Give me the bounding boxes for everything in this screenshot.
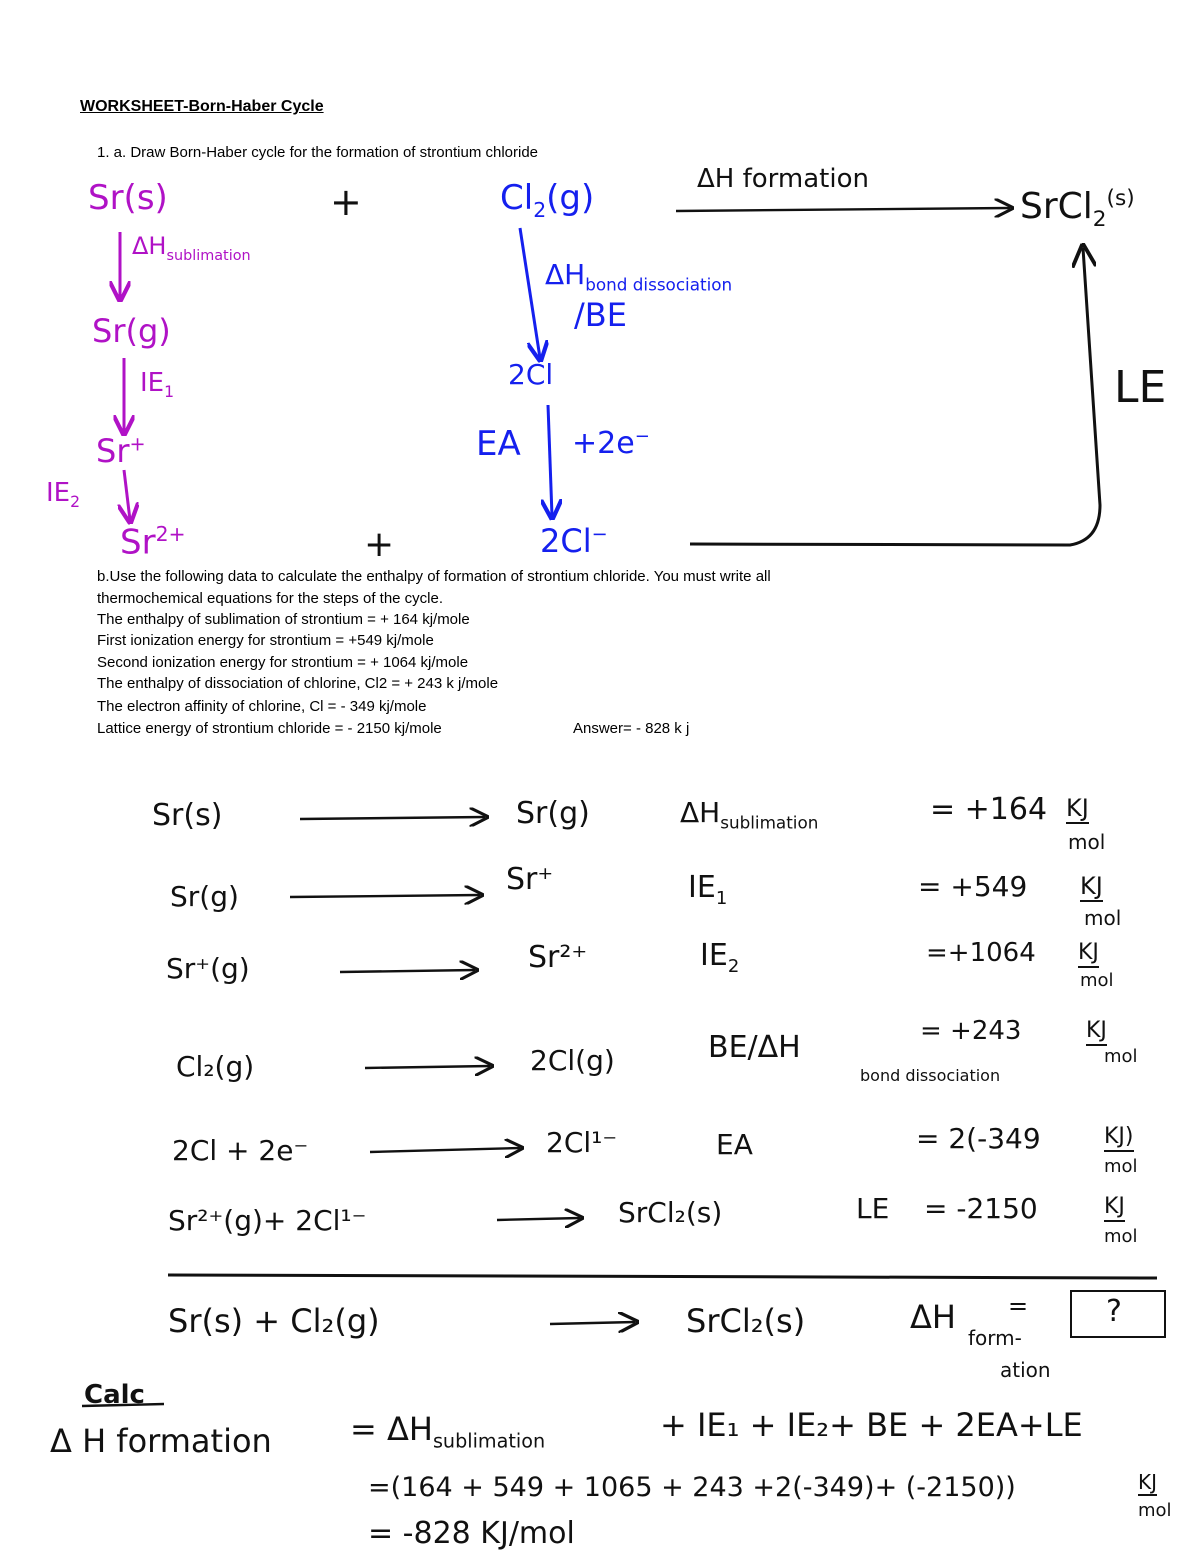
answer-text: Answer= - 828 k j xyxy=(573,720,690,737)
eq4-label-sub: bond dissociation xyxy=(860,1066,1001,1085)
net-rhs: SrCl₂(s) xyxy=(686,1302,806,1340)
eq6-unit: KJ xyxy=(1104,1194,1125,1222)
eq5-lhs: 2Cl + 2e⁻ xyxy=(172,1134,309,1167)
eq3-unit: KJ xyxy=(1078,940,1099,968)
cycle-dh-bond: $\Delta H_{bond dissociation}$ xyxy=(545,258,733,295)
eq4-unit: KJ xyxy=(1086,1018,1107,1046)
worksheet-title: WORKSHEET-Born-Haber Cycle xyxy=(80,98,324,115)
calc-line2-unit: KJ xyxy=(1138,1470,1158,1494)
eq4-value: = +243 xyxy=(920,1016,1022,1046)
eq4-lhs: Cl₂(g) xyxy=(176,1050,255,1083)
cycle-sr-2plus: $Sr^{2+}$ xyxy=(120,522,186,563)
eq5-unit-den: mol xyxy=(1104,1156,1138,1177)
arrow-formation xyxy=(676,208,1010,211)
cycle-2cl: 2Cl xyxy=(508,358,554,391)
eq5-unit: KJ) xyxy=(1104,1124,1134,1152)
question-1b-line-1: b.Use the following data to calculate the enthalpy of formation of strontium chloride. You must write all xyxy=(97,568,771,585)
eq6-rhs: SrCl₂(s) xyxy=(618,1196,723,1229)
cycle-plus-top: + xyxy=(330,180,362,224)
eq4-unit-den: mol xyxy=(1104,1046,1138,1067)
calc-line2: =(164 + 549 + 1065 + 243 +2(-349)+ (-2150)) xyxy=(368,1472,1016,1503)
data-dissociation: The enthalpy of dissociation of chlorine, Cl2 = + 243 k j/mole xyxy=(97,675,499,692)
cycle-dh-formation: ΔH formation xyxy=(697,164,869,194)
eq2-label: $IE_1$ xyxy=(688,870,728,909)
net-label-sub1: form- xyxy=(968,1326,1022,1350)
cycle-cl2-g: $Cl_2(g)$ xyxy=(500,178,595,222)
eq5-label: EA xyxy=(716,1128,753,1161)
arrow-ea xyxy=(548,405,552,516)
arrow-bond-dissociation xyxy=(520,228,540,358)
calc-line2-unit-den: mol xyxy=(1138,1500,1172,1521)
cycle-plus-bottom: + xyxy=(364,524,395,565)
eq-arrow-4 xyxy=(365,1066,490,1068)
eq1-unit-den: mol xyxy=(1068,830,1106,854)
eq6-unit-den: mol xyxy=(1104,1226,1138,1247)
eq1-value: = +164 xyxy=(930,792,1048,827)
data-lattice-energy: Lattice energy of strontium chloride = - 2150 kj/mole xyxy=(97,720,442,737)
cycle-sr-plus: Sr+ xyxy=(96,432,146,470)
question-1b-line-2: thermochemical equations for the steps of the cycle. xyxy=(97,590,444,607)
eq1-lhs: Sr(s) xyxy=(152,798,223,833)
eq-arrow-5 xyxy=(370,1148,520,1152)
cycle-dh-sublimation: $\Delta H_{sublimation}$ xyxy=(132,232,251,264)
eq-arrow-3 xyxy=(340,970,475,972)
net-label: ΔH xyxy=(910,1298,956,1336)
eq6-label: LE xyxy=(856,1192,890,1225)
arrow-ie2 xyxy=(124,470,130,520)
cycle-srcl2: SrCl$_2^{(s)}$ xyxy=(1020,186,1135,233)
question-1a: 1. a. Draw Born-Haber cycle for the formation of strontium chloride xyxy=(97,144,539,161)
cycle-be: /BE xyxy=(574,296,627,334)
data-sublimation: The enthalpy of sublimation of strontium = + 164 kj/mole xyxy=(97,611,470,628)
cycle-sr-g: Sr(g) xyxy=(92,312,171,350)
arrow-lattice-energy xyxy=(690,248,1100,545)
eq3-lhs: Sr⁺(g) xyxy=(166,952,250,985)
eq4-label: BE/ΔH xyxy=(708,1030,801,1065)
answer-box-mark: ? xyxy=(1106,1294,1122,1329)
calc-line1-rhs-a: = $\Delta H_{sublimation}$ xyxy=(350,1410,546,1453)
eq-arrow-net xyxy=(550,1322,635,1324)
net-lhs: Sr(s) + Cl₂(g) xyxy=(168,1302,380,1340)
eq3-label: $IE_2$ xyxy=(700,938,740,977)
data-ie1: First ionization energy for strontium = +549 kj/mole xyxy=(97,632,434,649)
eq1-unit: KJ xyxy=(1066,794,1089,822)
eq5-value: = 2(-349 xyxy=(916,1122,1041,1155)
sum-rule xyxy=(168,1275,1157,1278)
eq3-unit-den: mol xyxy=(1080,970,1114,991)
cycle-ie1: $IE_1$ xyxy=(140,368,175,402)
eq5-rhs: 2Cl¹⁻ xyxy=(546,1126,618,1159)
calc-line1-lhs: Δ H formation xyxy=(50,1422,272,1460)
eq6-value: = -2150 xyxy=(924,1192,1038,1225)
eq4-rhs: 2Cl(g) xyxy=(530,1044,615,1077)
cycle-ie2: $IE_2$ xyxy=(46,478,81,512)
eq2-unit: KJ xyxy=(1080,872,1103,900)
calc-line1-rhs-b: + IE₁ + IE₂+ BE + 2EA+LE xyxy=(660,1406,1083,1444)
data-ie2: Second ionization energy for strontium = + 1064 kj/mole xyxy=(97,654,469,671)
eq2-lhs: Sr(g) xyxy=(170,880,239,913)
net-label-sub2: ation xyxy=(1000,1358,1051,1382)
net-eq: = xyxy=(1008,1292,1029,1320)
eq2-rhs: Sr⁺ xyxy=(506,862,554,897)
eq3-rhs: Sr²⁺ xyxy=(528,940,588,975)
eq-arrow-1 xyxy=(300,817,485,819)
eq-arrow-2 xyxy=(290,895,480,897)
cycle-2cl-minus: 2Cl− xyxy=(540,522,608,560)
calc-line3: = -828 KJ/mol xyxy=(368,1516,575,1551)
eq2-value: = +549 xyxy=(918,870,1028,903)
cycle-le: LE xyxy=(1114,362,1167,413)
eq3-value: =+1064 xyxy=(926,938,1036,968)
cycle-plus-2e: +2e− xyxy=(572,426,650,461)
eq1-label: $\Delta H_{sublimation}$ xyxy=(680,796,819,833)
eq2-unit-den: mol xyxy=(1084,906,1122,930)
data-electron-affinity: The electron affinity of chlorine, Cl = - 349 kj/mole xyxy=(97,698,427,715)
cycle-ea: EA xyxy=(476,424,521,464)
eq-arrow-6 xyxy=(497,1218,580,1220)
eq1-rhs: Sr(g) xyxy=(516,796,590,831)
eq6-lhs: Sr²⁺(g)+ 2Cl¹⁻ xyxy=(168,1204,367,1237)
answer-box xyxy=(1070,1290,1166,1338)
calc-heading: Calc xyxy=(84,1380,145,1410)
cycle-sr-s: Sr(s) xyxy=(88,178,168,218)
